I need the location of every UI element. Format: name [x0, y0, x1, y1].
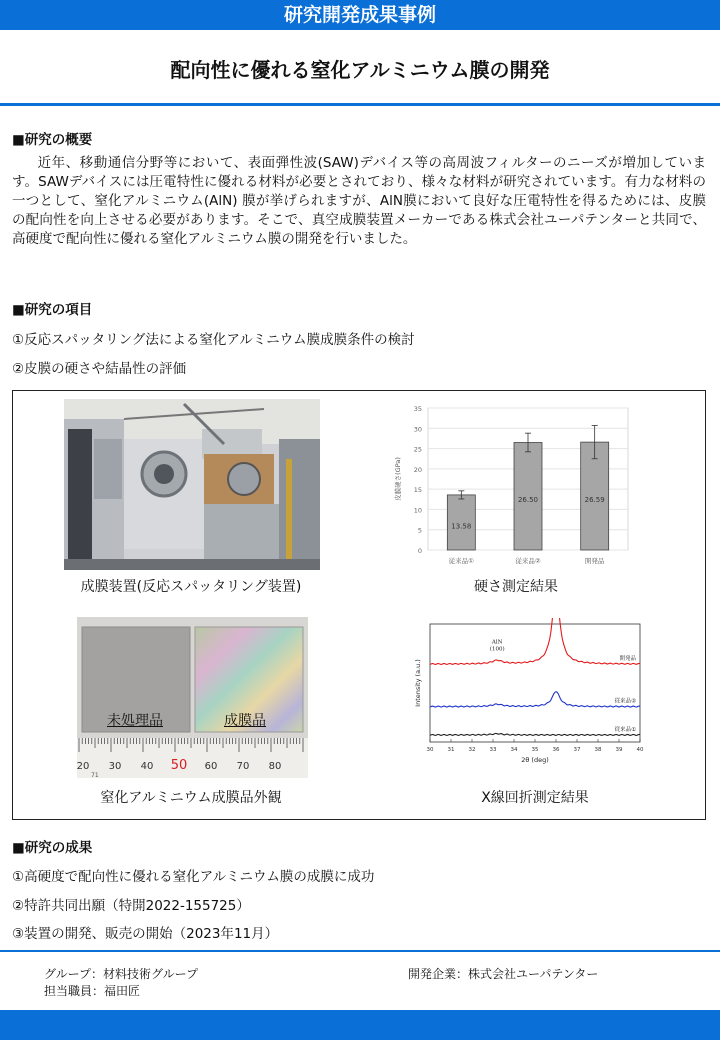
- caption-apparatus: 成膜装置(反応スパッタリング装置): [80, 579, 302, 595]
- annotation-peak-100: AlN: [491, 639, 503, 646]
- x-tick-label: 39: [615, 747, 623, 753]
- x-tick-label: 30: [426, 747, 434, 753]
- ruler-label: 50: [170, 758, 188, 773]
- x-tick-label: 31: [447, 747, 455, 753]
- x-tick-label: 従来品②: [515, 557, 541, 565]
- x-tick-label: 従来品①: [448, 557, 474, 565]
- series-label: 開発品: [619, 656, 636, 663]
- ruler-label: 20: [77, 761, 90, 772]
- item-1: ①反応スパッタリング法による窒化アルミニウム膜成膜条件の検討: [12, 332, 415, 348]
- footer-group: グループ：材料技術グループ: [44, 967, 199, 981]
- overview-heading: ■研究の概要: [12, 132, 93, 148]
- y-tick-label: 15: [413, 486, 422, 495]
- page-title: 配向性に優れる窒化アルミニウム膜の開発: [170, 58, 550, 82]
- title-divider: [0, 103, 720, 106]
- hardness-chart: [388, 398, 638, 572]
- ruler-body: [77, 738, 308, 778]
- series-label: 従来品①: [614, 726, 636, 733]
- banner: 研究開発成果事例: [0, 0, 720, 30]
- ruler: [77, 738, 308, 778]
- x-axis-label: 2θ (deg): [521, 756, 549, 764]
- caption-appearance: 窒化アルミニウム成膜品外観: [100, 790, 282, 806]
- series-label: 従来品②: [614, 698, 636, 705]
- caption-hardness: 硬さ測定結果: [474, 579, 558, 595]
- y-axis-label: 皮膜硬さ(GPa): [394, 457, 402, 501]
- x-tick-label: 36: [552, 747, 560, 753]
- y-tick-label: 0: [417, 547, 422, 555]
- footer-company: 開発企業：株式会社ユーパテンター: [408, 967, 599, 981]
- item-2: ②皮膜の硬さや結晶性の評価: [12, 361, 187, 377]
- footer-divider: [0, 950, 720, 952]
- ruler-label: 40: [140, 761, 154, 772]
- items-heading: ■研究の項目: [12, 302, 93, 318]
- annotation-peak-100-index: (100): [489, 646, 505, 653]
- result-3: ③装置の開発、販売の開始（2023年11月）: [12, 926, 279, 942]
- y-axis-label: Intensity (a.u.): [414, 659, 422, 707]
- y-tick-label: 30: [413, 425, 422, 434]
- caption-xrd: X線回折測定結果: [481, 790, 589, 806]
- x-tick-label: 32: [468, 747, 476, 753]
- y-tick-label: 25: [413, 445, 422, 454]
- x-tick-label: 40: [636, 747, 644, 753]
- xrd-chart: [412, 618, 652, 774]
- x-tick-label: 37: [573, 747, 581, 753]
- results-heading: ■研究の成果: [12, 840, 93, 856]
- x-tick-label: 33: [489, 747, 497, 753]
- plot-area: [430, 624, 640, 742]
- result-2: ②特許共同出願（特開2022-155725）: [12, 898, 250, 914]
- ruler-label: 60: [204, 761, 218, 772]
- y-tick-label: 5: [417, 526, 422, 535]
- ruler-label: 70: [236, 761, 250, 772]
- footer-staff: 担当職員：福田匠: [44, 984, 141, 998]
- ruler-label: 80: [268, 761, 282, 772]
- data-label: 13.58: [451, 522, 472, 531]
- footer-bar: [0, 1010, 720, 1040]
- result-1: ①高硬度で配向性に優れる窒化アルミニウム膜の成膜に成功: [12, 869, 375, 885]
- ruler-label: 30: [108, 761, 122, 772]
- apparatus-photo: [64, 399, 320, 570]
- label-untreated: 未処理品: [107, 713, 163, 729]
- y-tick-label: 20: [413, 465, 422, 474]
- x-tick-label: 開発品: [584, 557, 605, 565]
- y-tick-label: 35: [413, 405, 422, 413]
- data-label: 26.59: [584, 496, 605, 505]
- overview-text: 近年、移動通信分野等において、表面弾性波(SAW)デバイス等の高周波フィルターのニーズが増加しています。SAWデバイスには圧電特性に優れる材料が必要とされており、様々な材料が研究されています。有力な材料の一つとして、窒化アルミニウム(AlN) 膜が挙げられますが、AlN膜において良好な圧電特性を得るためには、皮膜の配向性を向上させる必要があります。そこで、真空成膜装置メーカーである株式会社ユーパテンターと共同で、高硬度で配向性に優れる窒化アルミニウム膜の開発を行いました。: [12, 155, 706, 247]
- x-tick-label: 34: [510, 747, 518, 753]
- y-tick-label: 10: [413, 506, 422, 515]
- data-label: 26.50: [517, 496, 539, 505]
- label-coated: 成膜品: [224, 713, 266, 729]
- ruler-sublabel: 71: [91, 772, 99, 778]
- x-tick-label: 35: [531, 747, 539, 753]
- x-tick-label: 38: [594, 747, 602, 753]
